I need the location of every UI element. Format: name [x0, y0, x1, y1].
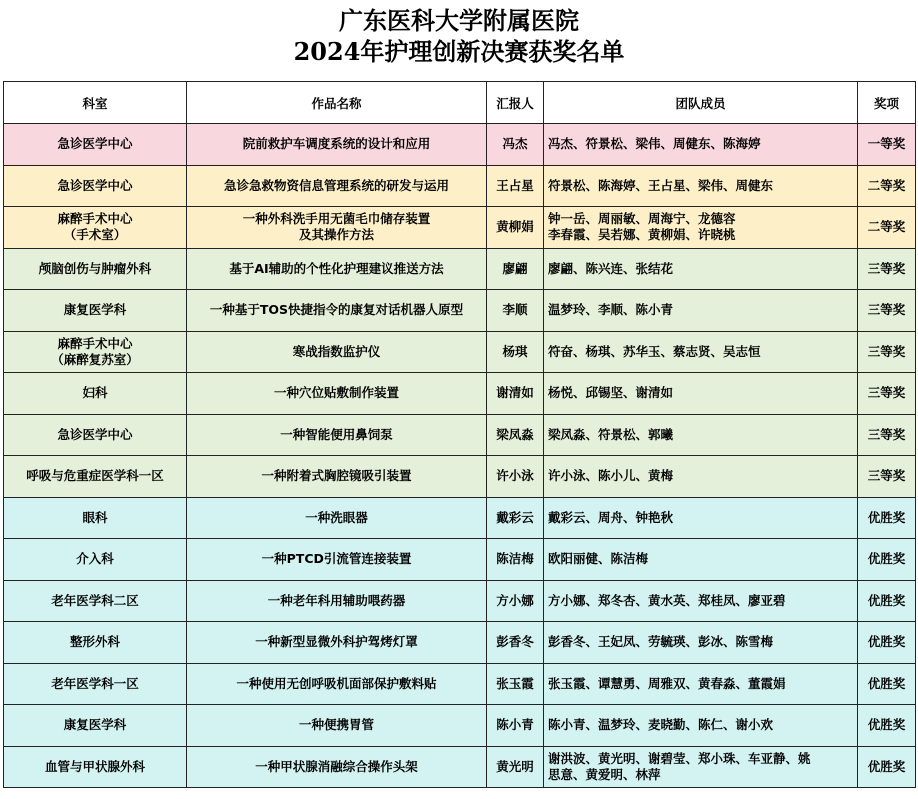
department-cell-line: 呼吸与危重症医学科一区	[26, 468, 164, 484]
presenter-cell: 方小娜	[487, 580, 544, 622]
header-award: 奖项	[858, 82, 916, 124]
team-cell-line: 彭香冬、王妃凤、劳毓瑛、彭冰、陈雪梅	[548, 634, 774, 650]
team-cell-line: 杨悦、邱锡坚、谢清如	[548, 385, 674, 401]
department-cell	[4, 663, 187, 705]
work-cell	[187, 746, 487, 788]
work-cell-line: 寒战指数监护仪	[292, 343, 381, 359]
work-cell-line: 基于AI辅助的个性化护理建议推送方法	[229, 260, 444, 276]
table-header-row	[4, 82, 916, 124]
team-cell-line: 廖翩、陈兴连、张结花	[548, 260, 674, 276]
table-row	[4, 414, 916, 456]
work-cell	[187, 497, 487, 539]
department-cell-line: 急诊医学中心	[57, 136, 133, 152]
team-cell-line: 许小泳、陈小儿、黄梅	[548, 468, 674, 484]
department-cell	[4, 539, 187, 581]
team-cell	[544, 746, 858, 788]
work-cell	[187, 290, 487, 332]
work-cell	[187, 414, 487, 456]
header-team: 团队成员	[544, 82, 858, 124]
award-cell: 二等奖	[858, 207, 916, 249]
work-cell	[187, 373, 487, 415]
team-cell-line: 欧阳丽健、陈洁梅	[548, 551, 649, 567]
presenter-cell: 梁凤淼	[487, 414, 544, 456]
presenter-cell: 黄光明	[487, 746, 544, 788]
team-cell-line: 戴彩云、周舟、钟艳秋	[548, 509, 674, 525]
award-cell: 优胜奖	[858, 580, 916, 622]
department-cell	[4, 580, 187, 622]
award-cell: 三等奖	[858, 290, 916, 332]
department-cell	[4, 248, 187, 290]
award-cell: 优胜奖	[858, 663, 916, 705]
work-cell	[187, 663, 487, 705]
department-cell-line: 老年医学科一区	[51, 675, 139, 691]
header-department: 科室	[4, 82, 187, 124]
department-cell	[4, 290, 187, 332]
page-title: 广东医科大学附属医院	[339, 6, 579, 35]
department-cell-line: 妇科	[82, 385, 108, 401]
department-cell-line: 介入科	[76, 551, 114, 567]
work-cell	[187, 165, 487, 207]
award-table	[3, 81, 916, 788]
department-cell	[4, 207, 187, 249]
table-row	[4, 539, 916, 581]
presenter-cell: 李顺	[487, 290, 544, 332]
work-cell-line: 一种外科洗手用无菌毛巾储存装置	[242, 211, 431, 227]
team-cell	[544, 248, 858, 290]
award-cell: 优胜奖	[858, 497, 916, 539]
department-cell-line: （手术室）	[63, 227, 127, 243]
award-cell: 三等奖	[858, 373, 916, 415]
team-cell	[544, 207, 858, 249]
award-cell: 优胜奖	[858, 705, 916, 747]
department-cell-line: 康复医学科	[63, 717, 127, 733]
table-row	[4, 663, 916, 705]
work-cell-line: 一种基于TOS快捷指令的康复对话机器人原型	[209, 302, 464, 318]
department-cell	[4, 705, 187, 747]
work-cell	[187, 331, 487, 373]
award-cell: 三等奖	[858, 248, 916, 290]
department-cell	[4, 414, 187, 456]
team-cell	[544, 414, 858, 456]
team-cell	[544, 165, 858, 207]
work-cell-line: 急诊急救物资信息管理系统的研发与运用	[223, 177, 449, 193]
work-cell-line: 一种使用无创呼吸机面部保护敷料贴	[236, 675, 437, 691]
presenter-cell: 彭香冬	[487, 622, 544, 664]
work-cell-line: 一种甲状腺消融综合操作头架	[255, 758, 418, 774]
team-cell-line: 温梦玲、李顺、陈小青	[548, 302, 674, 318]
award-cell: 二等奖	[858, 165, 916, 207]
work-cell	[187, 124, 487, 166]
table-row	[4, 497, 916, 539]
presenter-cell: 杨琪	[487, 331, 544, 373]
presenter-cell: 谢清如	[487, 373, 544, 415]
work-cell-line: 一种新型显微外科护驾烤灯罩	[255, 634, 418, 650]
work-cell-line: 一种老年科用辅助喂药器	[267, 592, 406, 608]
team-cell-line: 谢洪波、黄光明、谢碧莹、郑小珠、车亚静、姚	[548, 750, 811, 766]
team-cell	[544, 290, 858, 332]
presenter-cell: 王占星	[487, 165, 544, 207]
team-cell-line: 梁凤淼、符景松、郭曦	[548, 426, 674, 442]
work-cell-line: 一种洗眼器	[305, 509, 368, 525]
table-row	[4, 248, 916, 290]
work-cell	[187, 580, 487, 622]
work-cell-line: 一种PTCD引流管连接装置	[261, 551, 412, 567]
work-cell	[187, 705, 487, 747]
presenter-cell: 冯杰	[487, 124, 544, 166]
team-cell	[544, 663, 858, 705]
work-cell-line: 一种便携胃管	[298, 717, 374, 733]
work-cell	[187, 539, 487, 581]
work-cell-line: 院前救护车调度系统的设计和应用	[242, 136, 431, 152]
department-cell-line: 血管与甲状腺外科	[44, 758, 145, 774]
department-cell	[4, 497, 187, 539]
department-cell	[4, 456, 187, 498]
award-cell: 三等奖	[858, 331, 916, 373]
award-cell: 优胜奖	[858, 746, 916, 788]
award-cell: 优胜奖	[858, 539, 916, 581]
table-row	[4, 746, 916, 788]
team-cell	[544, 124, 858, 166]
table-row	[4, 331, 916, 373]
department-cell-line: 麻醉手术中心	[57, 335, 133, 351]
team-cell-line: 钟一岳、周丽敏、周海宁、龙德容	[548, 211, 736, 227]
award-cell: 优胜奖	[858, 622, 916, 664]
header-presenter: 汇报人	[487, 82, 544, 124]
title-block	[0, 0, 918, 80]
department-cell-line: 麻醉手术中心	[57, 211, 133, 227]
team-cell-line: 方小娜、郑冬杏、黄水英、郑桂凤、廖亚碧	[548, 592, 786, 608]
department-cell-line: 康复医学科	[63, 302, 127, 318]
team-cell	[544, 580, 858, 622]
page-subtitle: 2024年护理创新决赛获奖名单	[293, 37, 625, 66]
table-row	[4, 373, 916, 415]
team-cell-line: 李春霞、吴若娜、黄柳娟、许晓桃	[548, 227, 736, 243]
table-row	[4, 165, 916, 207]
work-cell-line: 一种智能便用鼻饲泵	[280, 426, 393, 442]
table-body	[4, 124, 916, 788]
department-cell-line: 整形外科	[69, 634, 120, 650]
award-cell: 一等奖	[858, 124, 916, 166]
award-cell: 三等奖	[858, 456, 916, 498]
department-cell-line: 眼科	[82, 509, 108, 525]
department-cell-line: 急诊医学中心	[57, 177, 133, 193]
table-row	[4, 124, 916, 166]
team-cell-line: 符奋、杨琪、苏华玉、蔡志贤、吴志恒	[548, 343, 761, 359]
table-row	[4, 580, 916, 622]
work-cell	[187, 248, 487, 290]
team-cell	[544, 705, 858, 747]
department-cell	[4, 622, 187, 664]
team-cell-line: 冯杰、符景松、梁伟、周健东、陈海婷	[548, 136, 761, 152]
work-cell-line: 及其操作方法	[298, 227, 374, 243]
presenter-cell: 戴彩云	[487, 497, 544, 539]
department-cell	[4, 124, 187, 166]
table-row	[4, 207, 916, 249]
presenter-cell: 陈洁梅	[487, 539, 544, 581]
table-row	[4, 705, 916, 747]
team-cell	[544, 539, 858, 581]
work-cell-line: 一种附着式胸腔镜吸引装置	[261, 468, 412, 484]
team-cell-line: 张玉霞、谭慧勇、周雅双、黄春淼、董霞娟	[548, 675, 786, 691]
team-cell-line: 陈小青、温梦玲、麦晓勤、陈仁、谢小欢	[548, 717, 774, 733]
presenter-cell: 张玉霞	[487, 663, 544, 705]
team-cell	[544, 497, 858, 539]
department-cell	[4, 165, 187, 207]
award-cell: 三等奖	[858, 414, 916, 456]
presenter-cell: 廖翩	[487, 248, 544, 290]
work-cell	[187, 622, 487, 664]
department-cell-line: 颅脑创伤与肿瘤外科	[38, 260, 152, 276]
department-cell-line: （麻醉复苏室）	[51, 351, 139, 367]
team-cell	[544, 622, 858, 664]
team-cell-line: 思意、黄爱明、林萍	[548, 766, 661, 782]
table-row	[4, 456, 916, 498]
department-cell	[4, 331, 187, 373]
team-cell	[544, 331, 858, 373]
team-cell	[544, 373, 858, 415]
team-cell	[544, 456, 858, 498]
work-cell	[187, 207, 487, 249]
table-row	[4, 622, 916, 664]
work-cell	[187, 456, 487, 498]
presenter-cell: 陈小青	[487, 705, 544, 747]
team-cell-line: 符景松、陈海婷、王占星、梁伟、周健东	[548, 177, 774, 193]
department-cell-line: 急诊医学中心	[57, 426, 133, 442]
presenter-cell: 许小泳	[487, 456, 544, 498]
work-cell-line: 一种穴位贴敷制作装置	[273, 385, 399, 401]
table-row	[4, 290, 916, 332]
department-cell	[4, 746, 187, 788]
presenter-cell: 黄柳娟	[487, 207, 544, 249]
department-cell	[4, 373, 187, 415]
department-cell-line: 老年医学科二区	[51, 592, 139, 608]
header-work: 作品名称	[187, 82, 487, 124]
